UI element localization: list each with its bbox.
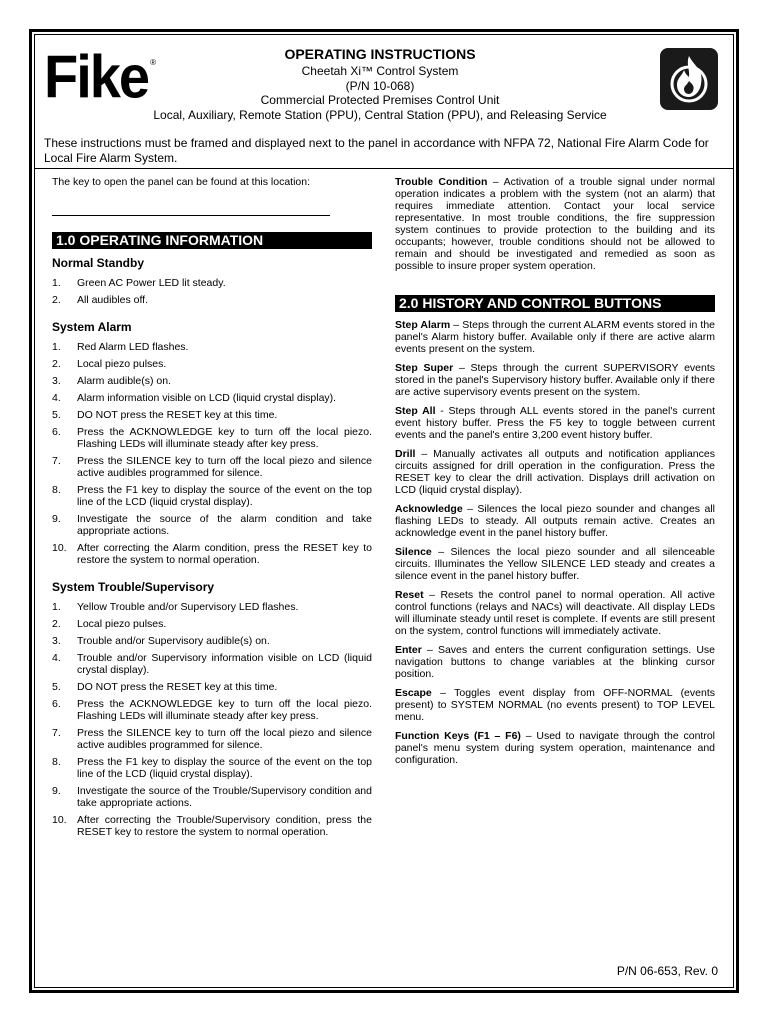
step-text: Press the ACKNOWLEDGE key to turn off the local piezo. Flashing LEDs will illuminate steady after key press. — [77, 698, 372, 722]
button-term: Silence — [395, 546, 432, 558]
step-number: 3. — [52, 375, 61, 387]
step-number: 5. — [52, 681, 61, 693]
header-line-2: (P/N 10-068) — [345, 78, 415, 93]
button-text: – Manually activates all outputs and notification appliances circuits assigned for drill operation in the configuration. Press the RESET key to clear the drill activation. Displays drill activation on LCD (liquid crystal display). — [395, 448, 715, 496]
step-number: 5. — [52, 409, 61, 421]
list-item — [52, 341, 372, 353]
step-number: 4. — [52, 652, 61, 664]
button-text: – Resets the control panel to normal operation. All active control functions (relays and NACs) will deactivate. All display LEDs will illuminate steady until reset is complete. If events are still present on the system, control functions will immediately activate. — [395, 589, 715, 637]
button-text: – Toggles event display from OFF-NORMAL (events present) to SYSTEM NORMAL (no events present) to TOP LEVEL menu. — [395, 687, 715, 723]
page-title: OPERATING INSTRUCTIONS — [284, 46, 476, 62]
list-item — [52, 601, 372, 613]
list-item — [52, 635, 372, 647]
header-line-3: Commercial Protected Premises Control Unit — [260, 93, 500, 107]
list-item — [52, 277, 372, 289]
list-item — [52, 652, 372, 676]
list-item — [52, 785, 372, 809]
button-term: Drill — [395, 448, 416, 460]
step-text: DO NOT press the RESET key at this time. — [77, 681, 278, 693]
step-text: Press the SILENCE key to turn off the local piezo and silence active audibles programmed for silence. — [77, 455, 372, 479]
step-number: 7. — [52, 455, 61, 467]
step-text: DO NOT press the RESET key at this time. — [77, 409, 278, 421]
subsection-title: Normal Standby — [52, 256, 145, 270]
button-description — [395, 589, 715, 637]
button-description — [395, 405, 715, 441]
step-text: Local piezo pulses. — [77, 358, 167, 370]
step-number: 6. — [52, 426, 61, 438]
intro-text: These instructions must be framed and displayed next to the panel in accordance with NFPA 72, National Fire Alarm Code for Local Fire Alarm System. — [44, 136, 709, 165]
button-text: – Silences the local piezo sounder and all silenceable circuits. Illuminates the Yellow SILENCE LED steady and creates a silence event in the panel history buffer. — [395, 546, 715, 582]
right-column — [395, 176, 715, 773]
step-number: 7. — [52, 727, 61, 739]
list-item — [52, 756, 372, 780]
step-list — [52, 601, 372, 838]
step-text: Local piezo pulses. — [77, 618, 167, 630]
step-number: 2. — [52, 294, 61, 306]
section-history-control-buttons: 2.0 HISTORY AND CONTROL BUTTONS — [395, 295, 715, 312]
step-text: Alarm information visible on LCD (liquid crystal display). — [77, 392, 337, 404]
button-term: Reset — [395, 589, 424, 601]
subsection-title: System Alarm — [52, 320, 132, 334]
button-term: Acknowledge — [395, 503, 463, 515]
step-text: Trouble and/or Supervisory audible(s) on. — [77, 635, 270, 647]
list-item — [52, 618, 372, 630]
button-text: – Saves and enters the current configuration settings. Use navigation buttons to change variables at the blinking cursor position. — [395, 644, 715, 680]
flame-hazard-icon — [660, 48, 718, 110]
header-line-4: Local, Auxiliary, Remote Station (PPU), Central Station (PPU), and Releasing Service — [153, 107, 607, 122]
button-descriptions — [395, 319, 715, 766]
button-term: Step All — [395, 405, 436, 417]
step-text: Alarm audible(s) on. — [77, 375, 171, 387]
button-text: – Used to navigate through the control panel's menu system during system operation, maintenance and configuration. — [395, 730, 716, 766]
button-description — [395, 546, 715, 582]
button-text: – Steps through the current ALARM events stored in the panel's Alarm history buffer. Available only if there are active alarm events present on the system. — [395, 319, 715, 355]
fike-logo: Fike ® — [44, 42, 156, 111]
list-item — [52, 392, 372, 404]
step-text: Investigate the source of the Trouble/Supervisory condition and take appropriate actions. — [77, 785, 372, 809]
button-term: Step Alarm — [395, 319, 451, 331]
step-number: 10. — [52, 542, 67, 554]
step-number: 8. — [52, 756, 61, 768]
step-text: Yellow Trouble and/or Supervisory LED flashes. — [77, 601, 299, 613]
step-number: 1. — [52, 277, 61, 289]
list-item — [52, 727, 372, 751]
step-text: Red Alarm LED flashes. — [77, 341, 189, 353]
button-text: – Silences the local piezo sounder and changes all flashing LEDs to steady. All outputs remain active. Creates an acknowledge event in the panel history buffer. — [395, 503, 715, 539]
button-term: Escape — [395, 687, 432, 699]
step-list — [52, 341, 372, 566]
list-item — [52, 513, 372, 537]
list-item — [52, 426, 372, 450]
trouble-condition-paragraph: Trouble Condition – Activation of a trouble signal under normal operation indicates a problem with the system (not an alarm) that requires immediate attention. Contact your local service representative. In most trouble conditions, the fire suppression system continues to provide protection to the building and its occupants; however, trouble conditions should not be allowed to remain and should be investigated and remedied as soon as possible to insure proper system operation. — [395, 176, 715, 272]
list-item — [52, 681, 372, 693]
button-description — [395, 503, 715, 539]
button-description — [395, 319, 715, 355]
list-item — [52, 698, 372, 722]
step-text: Press the F1 key to display the source of the event on the top line of the LCD (liquid crystal display). — [77, 484, 372, 508]
button-description — [395, 644, 715, 680]
step-text: Investigate the source of the alarm condition and take appropriate actions. — [77, 513, 372, 537]
button-term: Step Super — [395, 362, 454, 374]
list-item — [52, 358, 372, 370]
step-number: 1. — [52, 601, 61, 613]
button-description — [395, 730, 715, 766]
list-item — [52, 409, 372, 421]
step-text: All audibles off. — [77, 294, 149, 306]
step-text: Press the F1 key to display the source of the event on the top line of the LCD (liquid crystal display). — [77, 756, 372, 780]
step-text: Green AC Power LED lit steady. — [77, 277, 226, 289]
list-item — [52, 814, 372, 838]
step-number: 4. — [52, 392, 61, 404]
button-description — [395, 362, 715, 398]
header-line-1: Cheetah Xi™ Control System — [301, 64, 459, 78]
operating-groups — [52, 256, 372, 838]
list-item — [52, 294, 372, 306]
part-number: P/N 06-653, Rev. 0 — [616, 964, 718, 978]
list-item — [52, 455, 372, 479]
button-text: - Steps through ALL events stored in the panel's current event history buffer. Press the F5 key to toggle between current events and the panel's entire 3,200 event history buffer. — [395, 405, 715, 441]
button-text: – Steps through the current SUPERVISORY events stored in the panel's Supervisory history buffer. Available only if there are active supervisory events present on the system. — [395, 362, 716, 398]
list-item — [52, 375, 372, 387]
step-number: 9. — [52, 785, 61, 797]
list-item — [52, 542, 372, 566]
step-number: 8. — [52, 484, 61, 496]
step-text: After correcting the Alarm condition, press the RESET key to restore the system to normal operation. — [77, 542, 372, 566]
step-text: After correcting the Trouble/Supervisory condition, press the RESET key to restore the system to normal operation. — [77, 814, 372, 838]
step-list — [52, 277, 372, 306]
button-description — [395, 448, 715, 496]
step-number: 2. — [52, 358, 61, 370]
subsection-title: System Trouble/Supervisory — [52, 580, 215, 594]
button-description — [395, 687, 715, 723]
section-operating-information: 1.0 OPERATING INFORMATION — [52, 232, 372, 249]
key-location-label: The key to open the panel can be found at this location: — [52, 176, 311, 188]
step-text: Press the ACKNOWLEDGE key to turn off the local piezo. Flashing LEDs will illuminate steady after key press. — [77, 426, 372, 450]
button-term: Function Keys (F1 – F6) — [395, 730, 521, 742]
key-location-blank — [52, 195, 330, 216]
step-number: 2. — [52, 618, 61, 630]
step-number: 3. — [52, 635, 61, 647]
step-number: 1. — [52, 341, 61, 353]
step-number: 6. — [52, 698, 61, 710]
document-header — [130, 46, 630, 122]
step-text: Trouble and/or Supervisory information visible on LCD (liquid crystal display). — [77, 652, 372, 676]
left-column — [52, 176, 372, 852]
step-number: 10. — [52, 814, 67, 826]
step-text: Press the SILENCE key to turn off the local piezo and silence active audibles programmed for silence. — [77, 727, 372, 751]
step-number: 9. — [52, 513, 61, 525]
header-divider — [34, 168, 734, 169]
list-item — [52, 484, 372, 508]
button-term: Enter — [395, 644, 422, 656]
